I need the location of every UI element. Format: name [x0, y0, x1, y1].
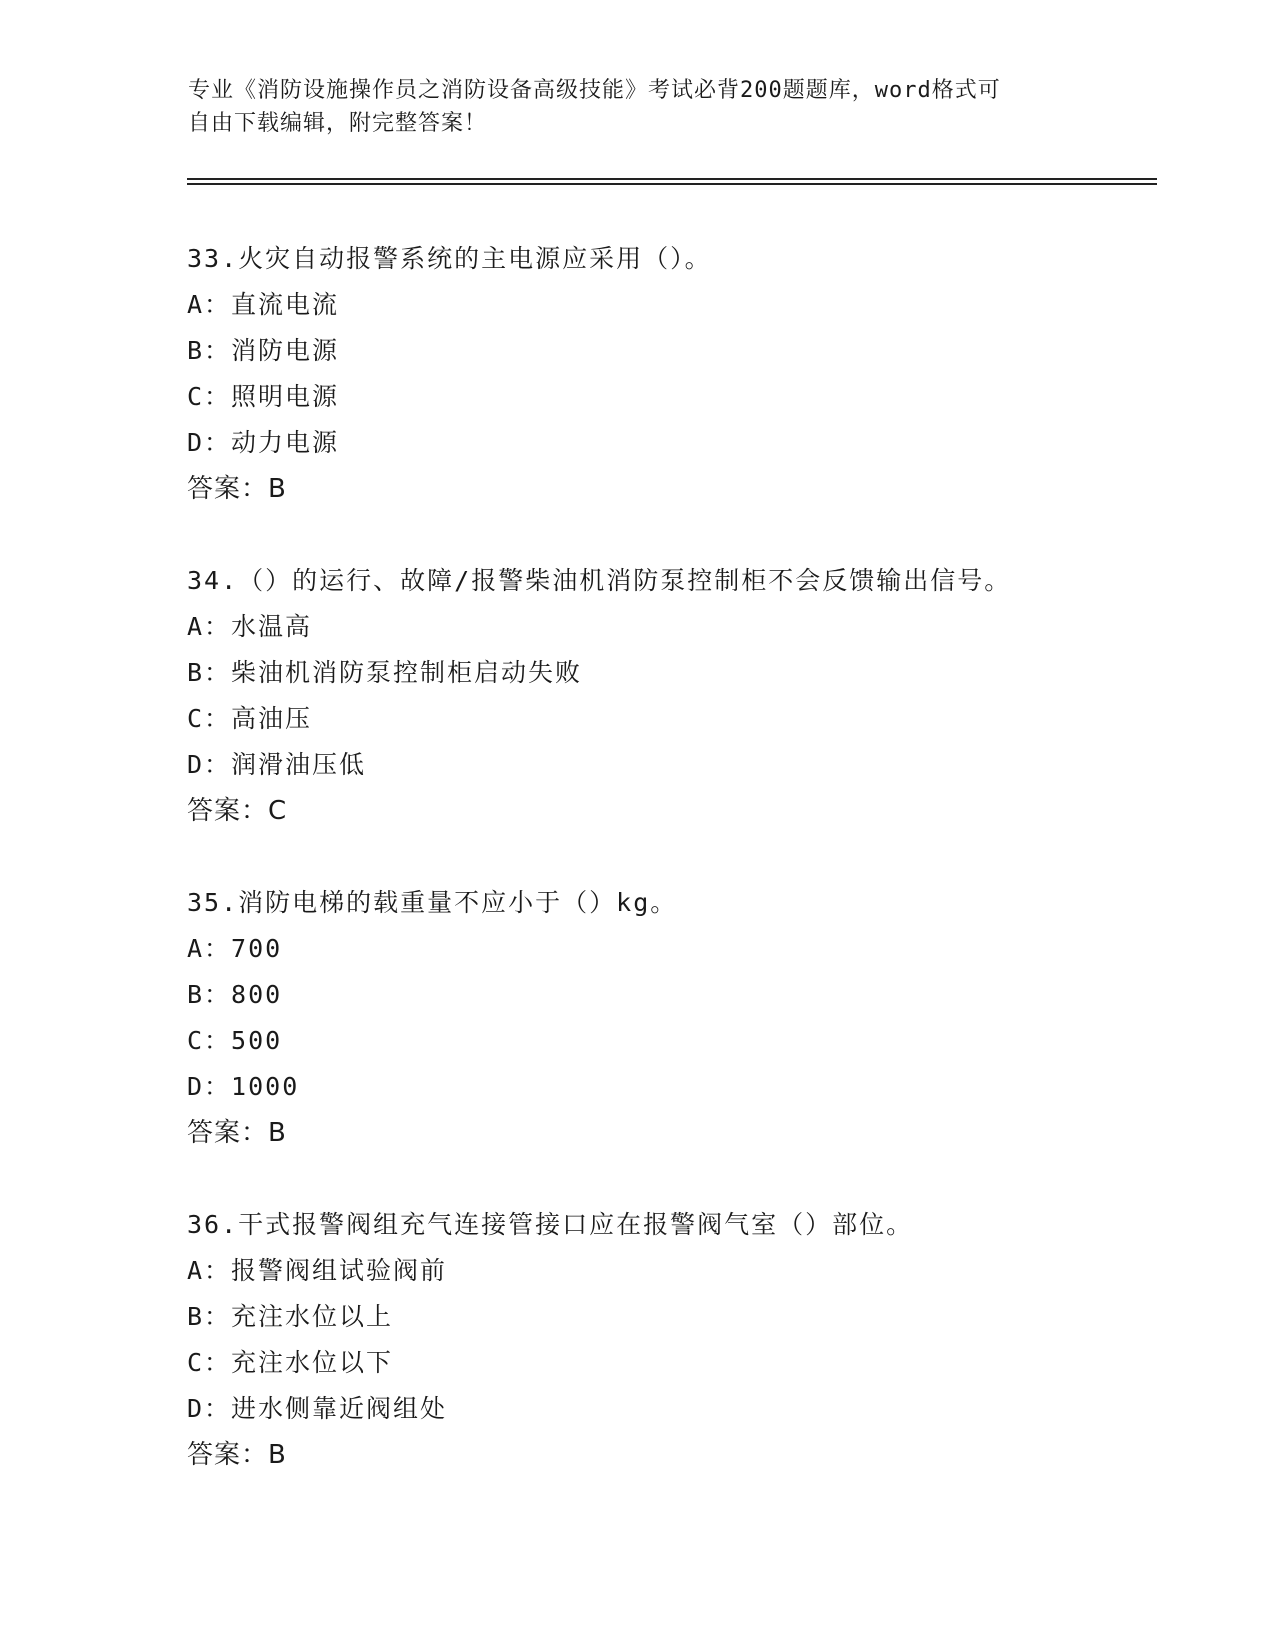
question-34	[187, 558, 1167, 834]
option-d: D：动力电源	[187, 428, 340, 457]
option-c: C：充注水位以下	[187, 1348, 394, 1377]
answer-line: 答案：B	[187, 1440, 287, 1470]
option-a: A：700	[187, 934, 283, 963]
answer-line: 答案：B	[187, 1118, 287, 1148]
option-b: B：消防电源	[187, 336, 340, 365]
option-c: C：高油压	[187, 704, 313, 733]
header-line-1: 专业《消防设施操作员之消防设备高级技能》考试必背200题题库，word格式可	[188, 78, 1001, 103]
question-36	[187, 1202, 1167, 1478]
question-33	[187, 236, 1167, 512]
option-a: A：水温高	[187, 612, 313, 641]
option-d: D：进水侧靠近阀组处	[187, 1394, 448, 1423]
header-line-2: 自由下载编辑，附完整答案！	[188, 111, 488, 136]
option-a: A：直流电流	[187, 290, 340, 319]
answer-line: 答案：B	[187, 474, 287, 504]
question-stem: 33.火灾自动报警系统的主电源应采用（）。	[187, 244, 712, 273]
option-d: D：润滑油压低	[187, 750, 367, 779]
question-stem: 35.消防电梯的载重量不应小于（）kg。	[187, 888, 678, 917]
option-b: B：充注水位以上	[187, 1302, 394, 1331]
question-stem: 34.（）的运行、故障/报警柴油机消防泵控制柜不会反馈输出信号。	[187, 566, 1012, 595]
option-b: B：柴油机消防泵控制柜启动失败	[187, 658, 583, 687]
option-c: C：500	[187, 1026, 283, 1055]
question-stem: 36.干式报警阀组充气连接管接口应在报警阀气室（）部位。	[187, 1210, 914, 1239]
option-d: D：1000	[187, 1072, 300, 1101]
option-c: C：照明电源	[187, 382, 340, 411]
header-divider-top	[187, 178, 1157, 180]
answer-line: 答案：C	[187, 796, 288, 826]
option-b: B：800	[187, 980, 283, 1009]
question-35	[187, 880, 1167, 1156]
option-a: A：报警阀组试验阀前	[187, 1256, 448, 1285]
header-divider-bottom	[187, 183, 1157, 185]
question-list	[187, 236, 1167, 1524]
document-header	[188, 74, 1088, 140]
